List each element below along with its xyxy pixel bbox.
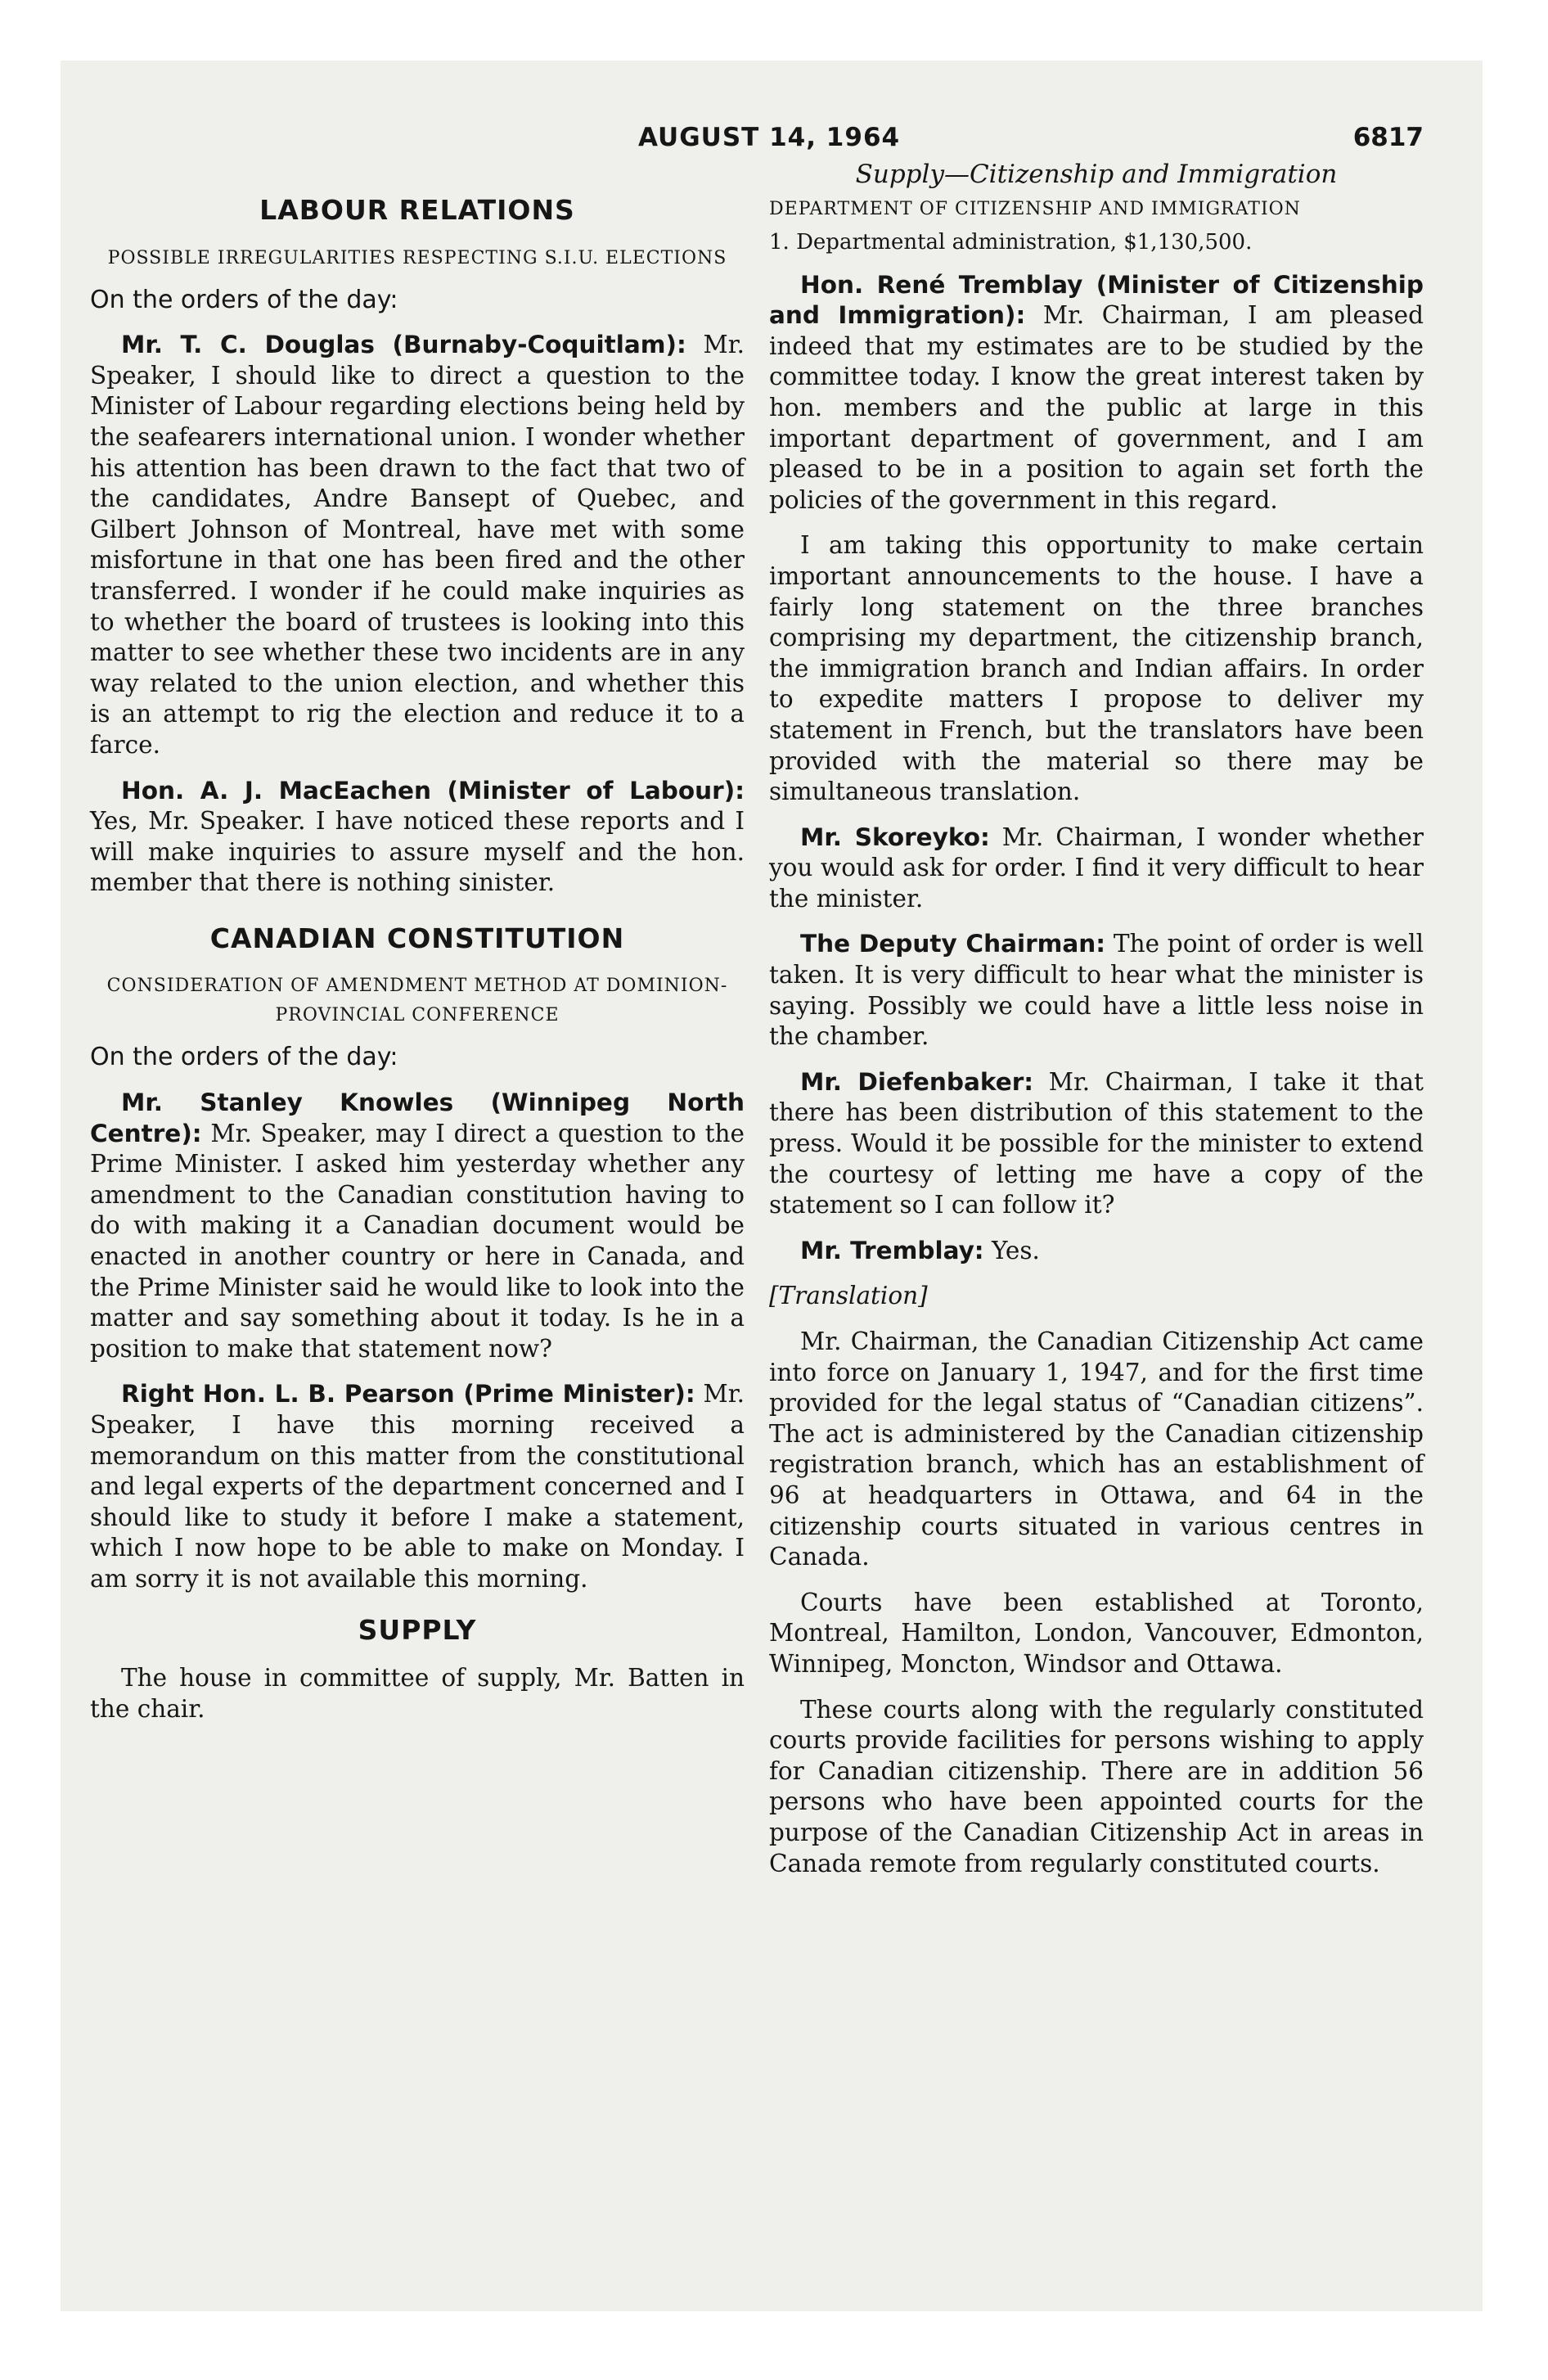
douglas-text: Mr. Speaker, I should like to direct a question to the Minister of Labour regarding elections being held by the seafearers international union. I wonder whether his attention has been drawn to the fact that two of the candidates, Andre Bansept of Quebec, and Gilbert Johnson of Montreal, have met with some misfortune in that one has been fired and the other transferred. I wonder if he could make inquiries as to whether the board of trustees is looking into this matter to see whether these two incidents are in any way related to the union election, and whether this is an attempt to rig the election and reduce it to a farce. [90,331,745,759]
pearson-answer [90,1379,745,1594]
labour-relations-subheading: POSSIBLE IRREGULARITIES RESPECTING S.I.U. ELECTIONS [107,247,727,268]
speaker-maceachen: Hon. A. J. MacEachen (Minister of Labour): [121,776,745,805]
page-header [605,123,1424,160]
diefenbaker-text: Mr. Chairman, I take it that there has been distribution of this statement to the press. Would it be possible for the minister to extend the courtesy of letting me have a copy of the statement so I can follow it? [769,1067,1424,1219]
supply-heading: SUPPLY [358,1613,477,1646]
translation-marker: [Translation] [769,1282,928,1310]
canadian-constitution-heading: CANADIAN CONSTITUTION [209,922,625,954]
speaker-tremblay: Hon. René Tremblay (Minister of Citizenship and Immigration): [769,270,1424,330]
citizenship-paragraph-1: Mr. Chairman, the Canadian Citizenship Act came into force on January 1, 1947, and for the first time provided for the legal status of “Canadian citizens”. The act is administered by the Canadian citizenship registration branch, which has an establishment of 96 at headquarters in Ottawa, and 64 in the citizenship courts situated in various centres in Canada. [769,1327,1424,1571]
orders-of-the-day: On the orders of the day: [90,285,398,314]
diefenbaker-remark [769,1067,1424,1221]
knowles-question [90,1088,745,1364]
maceachen-text: Yes, Mr. Speaker. I have noticed these reports and I will make inquiries to assure myself and the hon. member that there is nothing sinister. [90,807,745,897]
page-date: AUGUST 14, 1964 [638,123,901,152]
canadian-constitution-subheading: CONSIDERATION OF AMENDMENT METHOD AT DOMINION-PROVINCIAL CONFERENCE [106,976,728,1026]
douglas-question [90,330,745,760]
speaker-knowles: Mr. Stanley Knowles (Winnipeg North Centre): [90,1089,745,1147]
page-number: 6817 [1352,123,1424,152]
maceachen-answer [90,776,745,899]
citizenship-paragraph-3: These courts along with the regularly constituted courts provide facilities for persons wishing to apply for Canadian citizenship. There are in addition 56 persons who have been appointed courts for the purpose of the Canadian Citizenship Act in areas in Canada remote from regularly constituted courts. [769,1695,1424,1877]
left-column [90,195,745,1739]
citizenship-paragraph-2: Courts have been established at Toronto, Montreal, Hamilton, London, Vancouver, Edmonton, Winnipeg, Moncton, Windsor and Ottawa. [769,1588,1424,1678]
running-head: Supply—Citizenship and Immigration [855,160,1338,189]
department-heading: DEPARTMENT OF CITIZENSHIP AND IMMIGRATION [769,199,1301,219]
tremblay-statement [769,270,1424,516]
tremblay-text-1: Mr. Chairman, I am pleased indeed that my estimates are to be studied by the committee today. I know the great interest taken by hon. members and the public at large in this important department of government, and I am pleased to be in a position to again set forth the policies of the government in this regard. [769,301,1424,514]
speaker-skoreyko: Mr. Skoreyko: [800,823,990,851]
speaker-douglas: Mr. T. C. Douglas (Burnaby-Coquitlam): [121,331,686,359]
deputy-text: The point of order is well taken. It is very difficult to hear what the minister is saying. Possibly we could have a little less noise in the chamber. [769,930,1424,1051]
skoreyko-remark [769,823,1424,915]
tremblay-reply-text: Yes. [992,1236,1040,1264]
skoreyko-text: Mr. Chairman, I wonder whether you would ask for order. I find it very difficult to hear the minister. [769,823,1424,913]
speaker-pearson: Right Hon. L. B. Pearson (Prime Minister): [121,1380,695,1409]
pearson-text: Mr. Speaker, I have this morning received a memorandum on this matter from the constitutional and legal experts of the department concerned and I should like to study it before I make a statement, which I now hope to be able to make on Monday. I am sorry it is not available this morning. [90,1380,745,1593]
speaker-deputy-chairman: The Deputy Chairman: [800,930,1106,958]
labour-relations-heading: LABOUR RELATIONS [259,194,575,226]
estimate-item: 1. Departmental administration, $1,130,500. [769,230,1253,255]
tremblay-reply [769,1236,1424,1267]
orders-of-the-day-2: On the orders of the day: [90,1043,398,1072]
speaker-diefenbaker: Mr. Diefenbaker: [800,1067,1034,1096]
supply-text: The house in committee of supply, Mr. Batten in the chair. [90,1664,745,1723]
tremblay-text-2: I am taking this opportunity to make certain important announcements to the house. I have a fairly long statement on the three branches comprising my department, the citizenship branch, the immigration branch and Indian affairs. In order to expedite matters I propose to deliver my statement in French, but the translators have been provided with the material so there may be simultaneous translation. [769,531,1424,806]
knowles-text: Mr. Speaker, may I direct a question to the Prime Minister. I asked him yesterday whether any amendment to the Canadian constitution having to do with making it a Canadian document would be enacted in another country or here in Canada, and the Prime Minister said he would like to look into the matter and say something about it today. Is he in a position to make that statement now? [90,1119,745,1363]
speaker-tremblay-2: Mr. Tremblay: [800,1236,984,1264]
deputy-chairman-remark [769,929,1424,1052]
right-column [769,195,1424,1894]
